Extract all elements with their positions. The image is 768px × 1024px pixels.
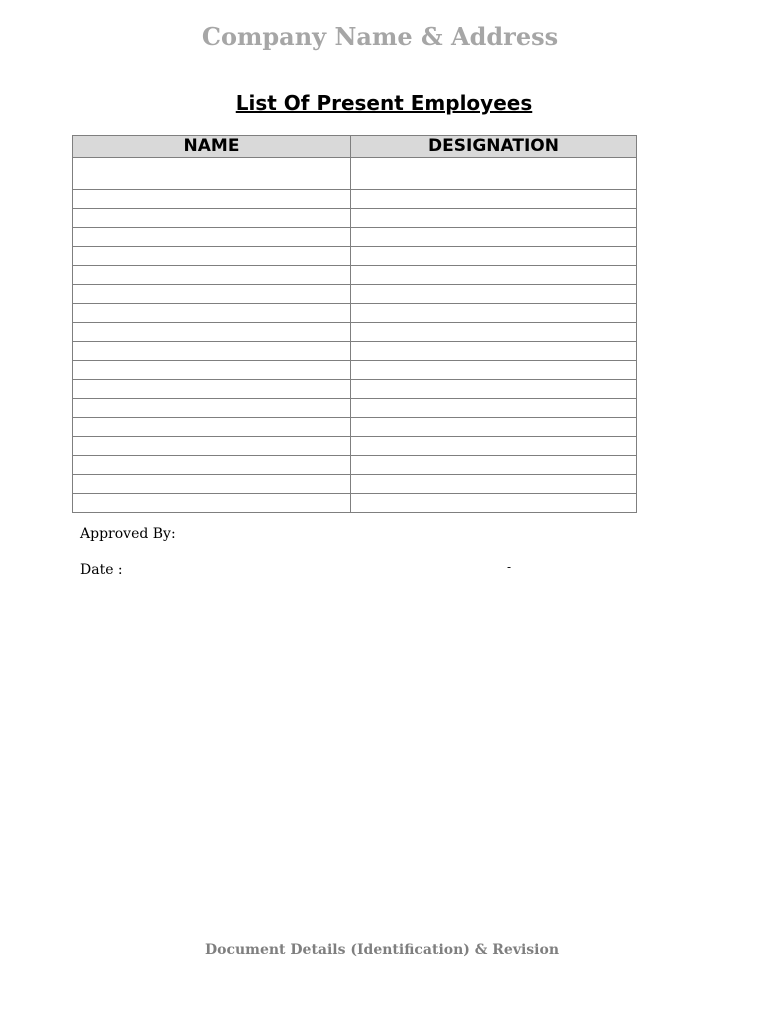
name-cell xyxy=(73,456,351,475)
name-cell xyxy=(73,342,351,361)
designation-cell xyxy=(351,228,637,247)
table-row xyxy=(73,285,637,304)
date-label: Date : xyxy=(80,562,123,578)
table-row xyxy=(73,399,637,418)
document-title: List Of Present Employees xyxy=(235,91,533,115)
table-row xyxy=(73,475,637,494)
designation-cell xyxy=(351,266,637,285)
designation-cell xyxy=(351,190,637,209)
name-cell xyxy=(73,380,351,399)
designation-cell xyxy=(351,475,637,494)
table-row xyxy=(73,418,637,437)
table-header-row xyxy=(73,136,637,158)
name-cell xyxy=(73,418,351,437)
name-cell xyxy=(73,475,351,494)
designation-cell xyxy=(351,361,637,380)
name-cell xyxy=(73,228,351,247)
designation-cell xyxy=(351,456,637,475)
approved-by-label: Approved By: xyxy=(80,526,176,542)
name-cell xyxy=(73,209,351,228)
table-row xyxy=(73,247,637,266)
company-name-address: Company Name & Address xyxy=(201,22,559,51)
table-row xyxy=(73,228,637,247)
table-row xyxy=(73,209,637,228)
table-row xyxy=(73,494,637,513)
name-cell xyxy=(73,285,351,304)
column-header-designation: DESIGNATION xyxy=(351,136,637,158)
table-row xyxy=(73,437,637,456)
name-cell xyxy=(73,158,351,190)
table-row xyxy=(73,456,637,475)
name-cell xyxy=(73,266,351,285)
table-row xyxy=(73,158,637,190)
name-cell xyxy=(73,190,351,209)
designation-cell xyxy=(351,380,637,399)
name-cell xyxy=(73,437,351,456)
table-row xyxy=(73,304,637,323)
designation-cell xyxy=(351,418,637,437)
designation-cell xyxy=(351,158,637,190)
table-row xyxy=(73,361,637,380)
employee-table xyxy=(72,135,637,513)
designation-cell xyxy=(351,323,637,342)
name-cell xyxy=(73,304,351,323)
date-dash: - xyxy=(507,560,512,574)
name-cell xyxy=(73,247,351,266)
name-cell xyxy=(73,494,351,513)
designation-cell xyxy=(351,437,637,456)
name-cell xyxy=(73,323,351,342)
document-footer: Document Details (Identification) & Revision xyxy=(204,942,560,958)
table-row xyxy=(73,266,637,285)
designation-cell xyxy=(351,209,637,228)
name-cell xyxy=(73,399,351,418)
designation-cell xyxy=(351,342,637,361)
designation-cell xyxy=(351,399,637,418)
designation-cell xyxy=(351,247,637,266)
designation-cell xyxy=(351,285,637,304)
name-cell xyxy=(73,361,351,380)
table-row xyxy=(73,323,637,342)
column-header-name: NAME xyxy=(73,136,351,158)
designation-cell xyxy=(351,494,637,513)
table-row xyxy=(73,342,637,361)
designation-cell xyxy=(351,304,637,323)
employee-table-body xyxy=(73,158,637,513)
table-row xyxy=(73,380,637,399)
table-row xyxy=(73,190,637,209)
